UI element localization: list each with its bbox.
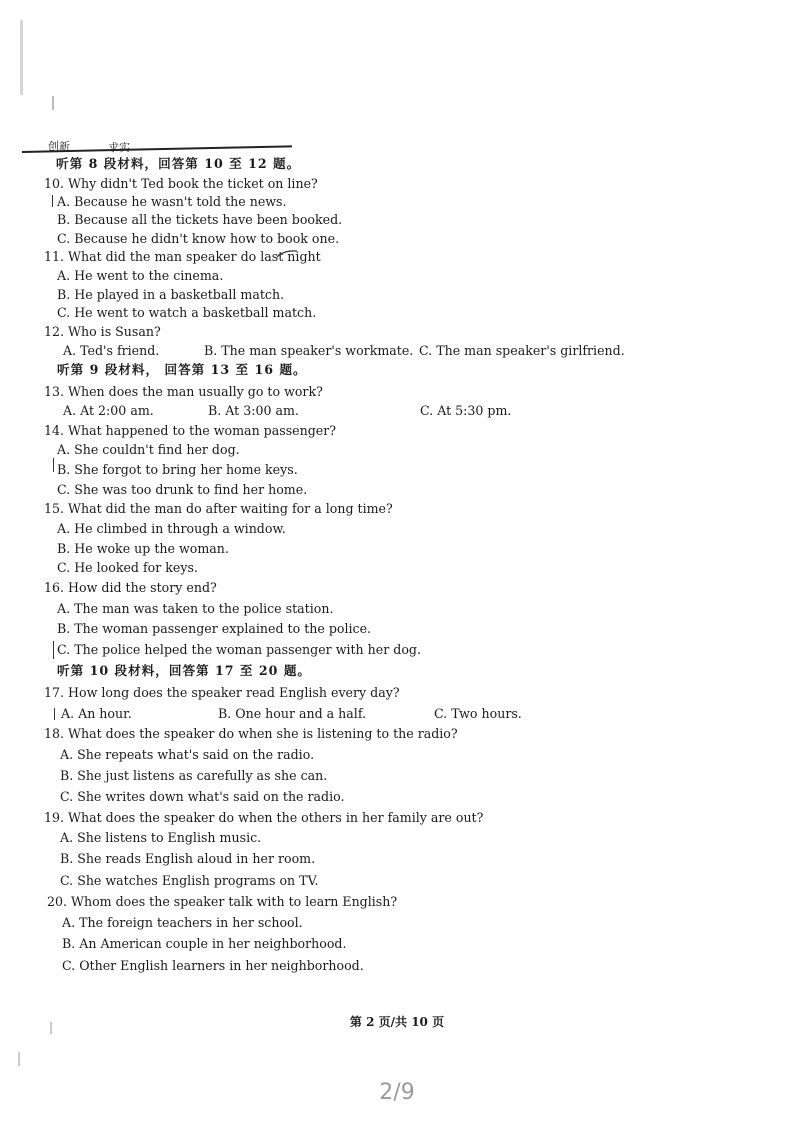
answer-option: A. The man was taken to the police station.: [57, 601, 334, 616]
section-instruction: 听第 10 段材料，回答第 17 至 20 题。: [57, 663, 312, 678]
answer-option: A. He went to the cinema.: [57, 268, 224, 283]
answer-option: A. The foreign teachers in her school.: [62, 915, 303, 930]
scan-edge-mark: [52, 96, 54, 110]
scan-edge-mark: [20, 20, 23, 95]
question-text: 15. What did the man do after waiting for a long time?: [44, 501, 393, 516]
page-indicator: 2/9: [379, 1080, 415, 1105]
pen-stroke: [276, 248, 298, 260]
answer-option: C. At 5:30 pm.: [420, 403, 512, 418]
pen-mark: [54, 708, 55, 720]
question-text: 18. What does the speaker do when she is listening to the radio?: [44, 726, 458, 741]
answer-option: A. Ted's friend.: [63, 343, 160, 358]
answer-option: C. Because he didn't know how to book one.: [57, 231, 340, 246]
answer-option: C. He went to watch a basketball match.: [57, 305, 317, 320]
answer-option: B. One hour and a half.: [218, 706, 367, 721]
question-text: 12. Who is Susan?: [44, 324, 161, 339]
answer-option: C. She watches English programs on TV.: [60, 873, 319, 888]
section-instruction: 听第 8 段材料，回答第 10 至 12 题。: [56, 156, 301, 171]
answer-option: A. She listens to English music.: [60, 830, 262, 845]
answer-option: A. An hour.: [61, 706, 132, 721]
header-left: 创新: [48, 140, 70, 153]
header-right: 求实: [108, 141, 130, 154]
pen-mark: [52, 195, 53, 207]
answer-option: B. He played in a basketball match.: [57, 287, 285, 302]
answer-option: A. He climbed in through a window.: [57, 521, 286, 536]
question-text: 11. What did the man speaker do last night: [44, 249, 321, 264]
answer-option: C. She writes down what's said on the radio.: [60, 789, 345, 804]
answer-option: B. The woman passenger explained to the police.: [57, 621, 372, 636]
answer-option: B. She reads English aloud in her room.: [60, 851, 316, 866]
pen-mark: [53, 458, 54, 472]
section-instruction: 听第 9 段材料， 回答第 13 至 16 题。: [57, 362, 307, 377]
answer-option: B. Because all the tickets have been booked.: [57, 212, 343, 227]
answer-option: C. Two hours.: [434, 706, 522, 721]
answer-option: A. She couldn't find her dog.: [57, 442, 240, 457]
page-footer: 第 2 页/共 10 页: [349, 1015, 445, 1029]
answer-option: B. She forgot to bring her home keys.: [57, 462, 298, 477]
question-text: 13. When does the man usually go to work?: [44, 384, 323, 399]
answer-option: C. The man speaker's girlfriend.: [419, 343, 625, 358]
question-text: 10. Why didn't Ted book the ticket on line?: [44, 176, 318, 191]
answer-option: C. Other English learners in her neighborhood.: [62, 958, 364, 973]
answer-option: B. An American couple in her neighborhood.: [62, 936, 347, 951]
answer-option: C. The police helped the woman passenger with her dog.: [57, 642, 421, 657]
question-text: 19. What does the speaker do when the others in her family are out?: [44, 810, 484, 825]
answer-option: C. She was too drunk to find her home.: [57, 482, 308, 497]
question-text: 14. What happened to the woman passenger?: [44, 423, 337, 438]
answer-option: B. She just listens as carefully as she can.: [60, 768, 328, 783]
answer-option: A. At 2:00 am.: [63, 403, 154, 418]
answer-option: B. He woke up the woman.: [57, 541, 229, 556]
question-text: 17. How long does the speaker read English every day?: [44, 685, 400, 700]
pen-mark: [53, 641, 54, 659]
answer-option: A. She repeats what's said on the radio.: [60, 747, 315, 762]
answer-option: B. The man speaker's workmate.: [204, 343, 414, 358]
answer-option: B. At 3:00 am.: [208, 403, 299, 418]
question-text: 16. How did the story end?: [44, 580, 217, 595]
answer-option: C. He looked for keys.: [57, 560, 198, 575]
answer-option: A. Because he wasn't told the news.: [57, 194, 287, 209]
scan-edge-mark: [18, 1052, 20, 1066]
question-text: 20. Whom does the speaker talk with to learn English?: [47, 894, 398, 909]
